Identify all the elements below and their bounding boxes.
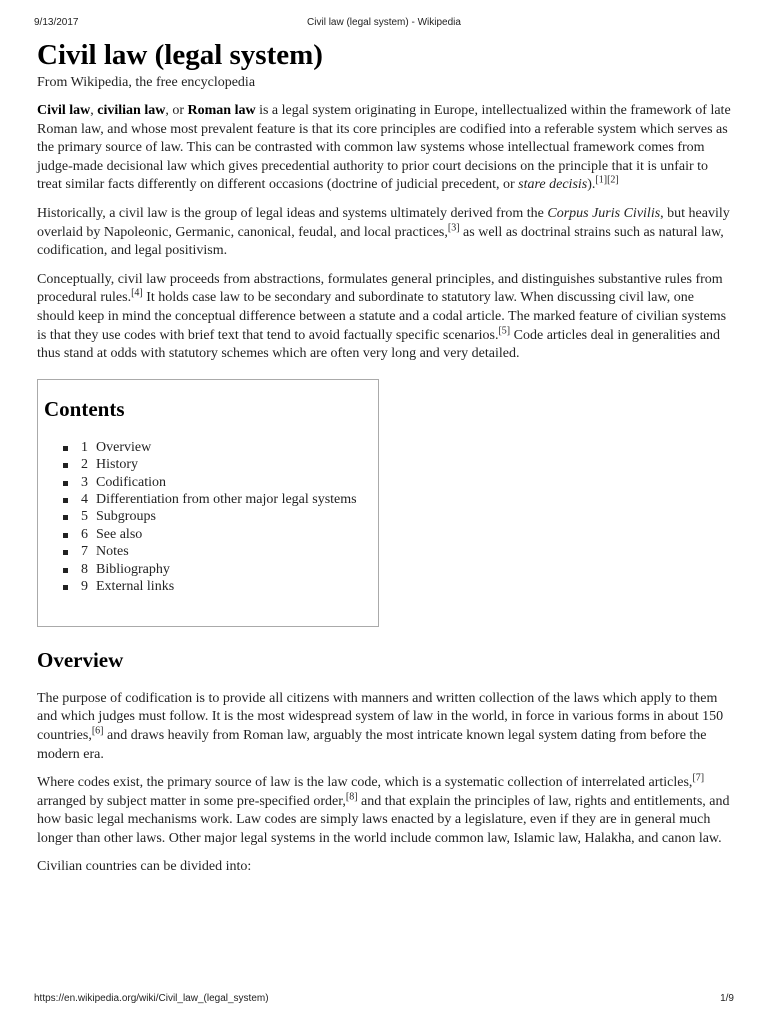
bullet-icon	[63, 533, 68, 538]
bullet-icon	[63, 446, 68, 451]
bullet-icon	[63, 515, 68, 520]
reference-link[interactable]: [2]	[607, 174, 619, 186]
reference-link[interactable]: [7]	[692, 772, 705, 784]
term-civilian-law[interactable]: civilian law	[97, 103, 166, 118]
toc-item-codification[interactable]: 3 Codification	[63, 474, 378, 491]
overview-paragraph-1: The purpose of codification is to provide all citizens with manners and written collection of the laws which apply to them and which judges must follow. It is the most widespread system of law in the world, in force in various forms in about 150 countries,[6] and draws heavily from Roman law, arguably the most intricate known legal system dating from before the modern era.	[37, 690, 724, 762]
bullet-icon	[63, 481, 68, 486]
toc-item-history[interactable]: 2 History	[63, 456, 378, 473]
table-of-contents	[37, 379, 379, 627]
reference-link[interactable]: [8]	[345, 791, 358, 803]
corpus-juris-civilis-link[interactable]: Corpus Juris Civilis	[547, 205, 661, 221]
toc-item-notes[interactable]: 7 Notes	[63, 543, 378, 560]
print-doc-title: Civil law (legal system) - Wikipedia	[307, 17, 461, 28]
intro-paragraph-1: Civil law, civilian law, or Roman law is a legal system originating in Europe, intellectualized within the framework of late Roman law, and whose most prevalent feature is that its core principles are codified into a referable system which serves as the primary source of law. This can be contrasted with common law systems whose intellectual framework comes from judge-made decisional law which gives precedential authority to prior court decisions on the principle that it is unfair to treat similar facts differently on different occasions (doctrine of judicial precedent, or stare decisis).[1][2]	[37, 103, 731, 193]
overview-paragraph-3: Civilian countries can be divided into:	[37, 859, 252, 875]
toc-list	[44, 439, 378, 596]
term-civil-law[interactable]: Civil law	[37, 103, 91, 118]
reference-link[interactable]: [5]	[498, 324, 511, 336]
toc-item-differentiation[interactable]: 4 Differentiation from other major legal systems	[63, 491, 378, 508]
bullet-icon	[63, 550, 68, 555]
reference-link[interactable]: [3]	[447, 221, 460, 233]
intro-paragraph-3: Conceptually, civil law proceeds from abstractions, formulates general principles, and distinguishes substantive rules from procedural rules.[4] It holds case law to be secondary and subordinate to statutory law. When discussing civil law, one should keep in mind the conceptual difference between a statute and a codal article. The marked feature of civilian systems is that they use codes with brief text that tend to avoid factually specific scenarios.[5] Code articles deal in generalities and thus stand at odds with statutory schemes which are often very long and very detailed.	[37, 271, 727, 362]
toc-item-bibliography[interactable]: 8 Bibliography	[63, 561, 378, 578]
term-roman-law[interactable]: Roman law	[187, 103, 256, 118]
print-header	[34, 17, 734, 31]
intro-paragraph-2: Historically, a civil law is the group of legal ideas and systems ultimately derived from the Corpus Juris Civilis, but heavily overlaid by Napoleonic, Germanic, canonical, feudal, and local practices,[3] as well as doctrinal strains such as natural law, codification, and legal positivism.	[37, 205, 730, 259]
bullet-icon	[63, 568, 68, 573]
toc-item-see-also[interactable]: 6 See also	[63, 526, 378, 543]
reference-link[interactable]: [4]	[131, 287, 143, 299]
reference-link[interactable]: [6]	[91, 725, 104, 737]
print-page-number: 1/9	[720, 993, 734, 1004]
toc-item-subgroups[interactable]: 5 Subgroups	[63, 508, 378, 525]
print-date: 9/13/2017	[34, 17, 79, 28]
section-heading-overview: Overview	[37, 647, 124, 672]
toc-title: Contents	[44, 396, 125, 421]
reference-link[interactable]: [1]	[595, 174, 608, 186]
bullet-icon	[63, 585, 68, 590]
bullet-icon	[63, 498, 68, 503]
article-content	[37, 38, 733, 877]
page-title: Civil law (legal system)	[37, 39, 323, 71]
stare-decisis-link[interactable]: stare decisis	[518, 177, 588, 193]
print-url: https://en.wikipedia.org/wiki/Civil_law_(legal_system)	[34, 993, 269, 1004]
tagline: From Wikipedia, the free encyclopedia	[37, 75, 256, 90]
bullet-icon	[63, 463, 68, 468]
toc-item-overview[interactable]: 1 Overview	[63, 439, 378, 456]
overview-paragraph-2: Where codes exist, the primary source of law is the law code, which is a systematic collection of interrelated articles,[7] arranged by subject matter in some pre-specified order,[8] and that explain the principles of law, rights and entitlements, and how basic legal mechanisms work. Law codes are simply laws enacted by a legislature, even if they are in general much longer than other laws. Other major legal systems in the world include common law, Islamic law, Halakha, and canon law.	[37, 772, 730, 846]
toc-item-external-links[interactable]: 9 External links	[63, 578, 378, 595]
print-footer	[34, 993, 734, 1007]
